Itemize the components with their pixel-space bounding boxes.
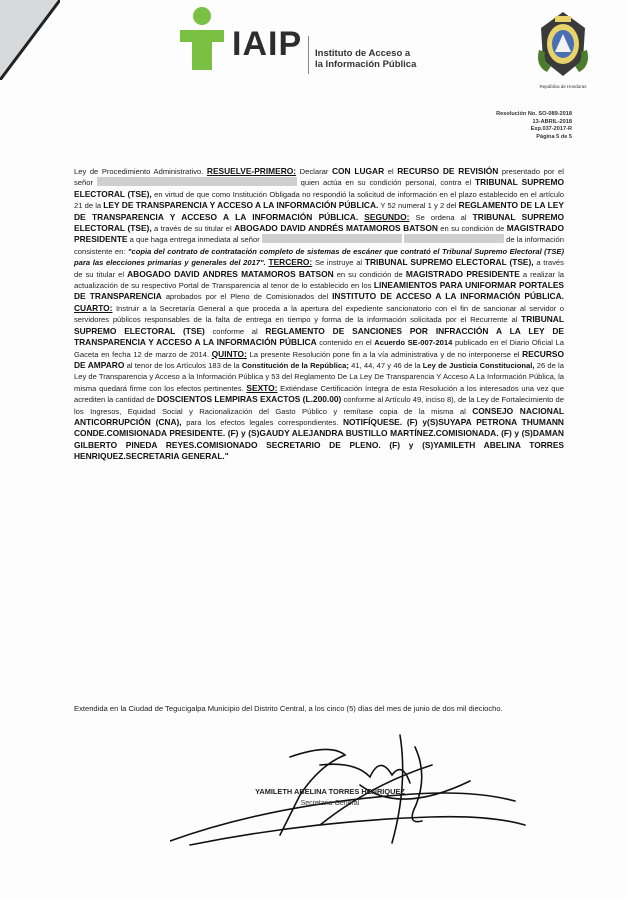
logo-divider xyxy=(308,36,309,74)
resolution-reference xyxy=(496,111,572,141)
signer-name: YAMILETH ABELINA TORRES HENRIQUEZ xyxy=(255,787,405,796)
seal-caption: República de Honduras xyxy=(539,84,587,89)
redacted-name xyxy=(404,234,504,243)
resolution-number: Resolución No. SO-089-2018 xyxy=(496,111,572,117)
logo-wordmark: IAIP xyxy=(232,25,303,63)
logo-subtitle-line2: la Información Pública xyxy=(315,59,417,70)
resolution-date: 13-ABRIL-2018 xyxy=(532,118,572,125)
iaip-person-icon xyxy=(178,6,226,72)
redacted-name xyxy=(97,177,297,186)
logo-subtitle xyxy=(315,48,416,70)
file-number: Exp.037-2017-R xyxy=(530,126,572,133)
closing-statement: Extendida en la Ciudad de Tegucigalpa Municipio del Distrito Central, a los cinco (5) días del mes de junio de dos mil dieciocho. xyxy=(74,704,503,713)
honduras-coat-of-arms-icon xyxy=(533,10,593,80)
resolution-paragraph: Ley de Procedimiento Administrativo. RESUELVE-PRIMERO: Declarar CON LUGAR el RECURSO DE REVISIÓN presentado por el señor quien actúa en su condición personal, contra el TRIBUNAL SUPREMO ELECTORAL (TSE), en virtud de que como Institución Obligada no respondió la solicitud de información en el plazo establecido en el artículo 21 de la LEY DE TRANSPARENCIA Y ACCESO A LA INFORMACIÓN PÚBLICA. Y 52 numeral 1 y 2 del REGLAMENTO DE LA LEY DE TRANSPARENCIA Y ACCESO A LA INFORMACIÓN PÚBLICA. SEGUNDO: Se ordena al TRIBUNAL SUPREMO ELECTORAL (TSE), a través de su titular el ABOGADO DAVID ANDRÉS MATAMOROS BATSON en su condición de MAGISTRADO PRESIDENTE a que haga entrega inmediata al señor de la información consistente en: "copia del contrato de contratación completo de sistemas de escáner que contrató el Tribunal Supremo Electoral (TSE) para las elecciones primarias y generales del 2017". TERCERO: Se instruye al TRIBUNAL SUPREMO ELECTORAL (TSE), a través de su titular el ABOGADO DAVID ANDRES MATAMOROS BATSON en su condición de MAGISTRADO PRESIDENTE a realizar la actualización de su respectivo Portal de Transparencia al tenor de lo establecido en los LINEAMIENTOS PARA UNIFORMAR PORTALES DE TRANSPARENCIA aprobados por el Pleno de Comisionados del INSTITUTO DE ACCESO A LA INFORMACIÓN PÚBLICA. CUARTO: Instruir a la Secretaría General a que proceda a la apertura del expediente sancionatorio con el fin de sancionar al servidor o servidores públicos responsables de la falta de entrega en tiempo y forma de la información solicitada por el Recurrente al TRIBUNAL SUPREMO ELECTORAL (TSE) conforme al REGLAMENTO DE SANCIONES POR INFRACCIÓN A LA LEY DE TRANSPARENCIA Y ACCESO A LA INFORMACIÓN PÚBLICA contenido en el Acuerdo SE-007-2014 publicado en el Diario Oficial La Gaceta en fecha 12 de marzo de 2014. QUINTO: La presente Resolución pone fin a la vía administrativa y de no interponerse el RECURSO DE AMPARO al tenor de los Artículos 183 de la Constitución de la República; 41, 44, 47 y 46 de la Ley de Justicia Constitucional, 26 de la Ley de Transparencia y Acceso a la Información Pública y 53 del Reglamento De La Ley De Transparencia Y Acceso A La Información Pública, la misma quedará firme con los efectos pertinentes. SEXTO: Extiéndase Certificación íntegra de esta Resolución a los interesados una vez que acrediten la cantidad de DOSCIENTOS LEMPIRAS EXACTOS (L.200.00) conforme al Artículo 49, inciso 8), de la Ley de Fortalecimiento de los Ingresos, Equidad Social y Racionalización del Gasto Público y remítase copia de la misma al CONSEJO NACIONAL ANTICORRUPCIÓN (CNA), para los efectos legales correspondientes. NOTIFÍQUESE. (F) y(S)SUYAPA PETRONA THUMANN CONDE.COMISIONADA PRESIDENTE. (F) y (S)GAUDY ALEJANDRA BUSTILLO MARTÍNEZ.COMISIONADA. (F) y (S)DAMAN GILBERTO PINEDA REYES.COMISIONADO SECRETARIO DE PLENO. (F) y (S)YAMILETH ABELINA TORRES HENRIQUEZ.SECRETARIA GENERAL." xyxy=(74,166,564,462)
page-corner-fold xyxy=(0,0,60,80)
page-number: Página 5 de 5 xyxy=(536,133,572,140)
redacted-name xyxy=(262,234,402,243)
logo-subtitle-line1: Instituto de Acceso a xyxy=(315,48,411,59)
resolution-body xyxy=(74,166,564,463)
iaip-logo xyxy=(178,6,448,76)
signer-role: Secretaria General xyxy=(300,800,360,807)
